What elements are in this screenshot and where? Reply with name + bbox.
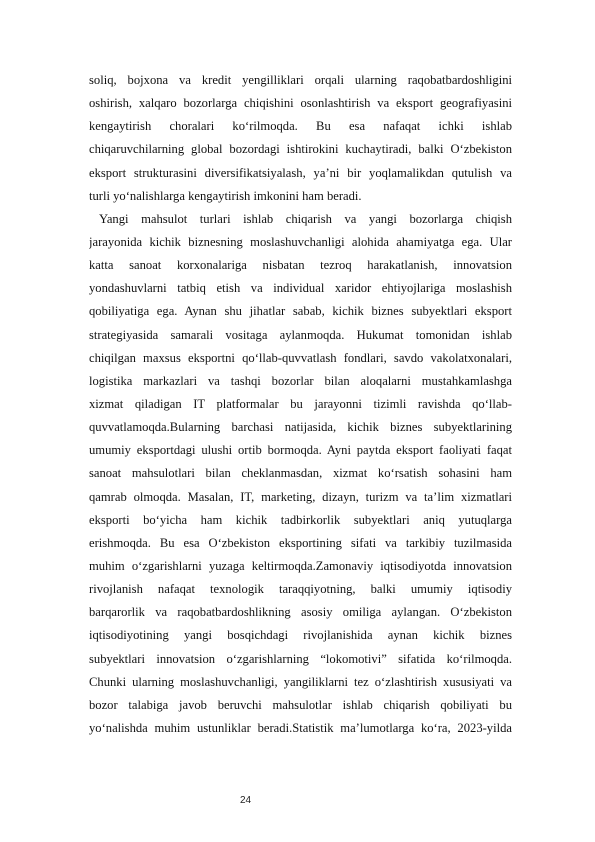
- text-line: eksporti bo‘yicha ham kichik tadbirkorlik subyektlari aniq yutuqlarga: [89, 512, 512, 527]
- text-line: qamrab olmoqda. Masalan, IT, marketing, dizayn, turizm va ta’lim xizmatlari: [89, 489, 512, 504]
- paragraph-start-line: Yangi mahsulot turlari ishlab chiqarish va yangi bozorlarga chiqish: [99, 211, 512, 226]
- text-line: muhim o‘zgarishlarni yuzaga keltirmoqda.Zamonaviy iqtisodiyotda innovatsion: [89, 558, 512, 573]
- text-line: kengaytirish choralari ko‘rilmoqda. Bu esa nafaqat ichki ishlab: [89, 119, 512, 134]
- text-line: quvvatlamoqda.Bularning barchasi natijasida, kichik biznes subyektlarining: [89, 420, 512, 435]
- text-line: qobiliyatiga ega. Aynan shu jihatlar sabab, kichik biznes subyektlari eksport: [89, 304, 512, 319]
- text-line: strategiyasida samarali vositaga aylanmoqda. Hukumat tomonidan ishlab: [89, 327, 512, 342]
- text-line: oshirish, xalqaro bozorlarga chiqishini osonlashtirish va eksport geografiyasini: [89, 96, 512, 111]
- text-line: barqarorlik va raqobatbardoshlikning asosiy omiliga aylangan. O‘zbekiston: [89, 605, 512, 620]
- text-line: katta sanoat korxonalariga nisbatan tezroq harakatlanish, innovatsion: [89, 258, 512, 273]
- body-text: [89, 69, 512, 740]
- text-line: eksport strukturasini diversifikatsiyalash, ya’ni bir yoqlamalikdan qutulish va: [89, 165, 512, 180]
- text-line: sanoat mahsulotlari bilan cheklanmasdan, xizmat ko‘rsatish sohasini ham: [89, 466, 512, 481]
- text-line: yondashuvlarni tatbiq etish va individual xaridor ehtiyojlariga moslashish: [89, 281, 512, 296]
- text-line: xizmat qiladigan IT platformalar bu jarayonni tizimli ravishda qo‘llab-: [89, 396, 512, 411]
- text-line: logistika markazlari va tashqi bozorlar bilan aloqalarni mustahkamlashga: [89, 373, 512, 388]
- text-line: yo‘nalishda muhim ustunliklar beradi.Statistik ma’lumotlarga ko‘ra, 2023-yilda: [89, 720, 512, 735]
- text-line: umumiy eksportdagi ulushi ortib bormoqda. Ayni paytda eksport faoliyati faqat: [89, 443, 512, 458]
- text-line: subyektlari innovatsion o‘zgarishlarning “lokomotivi” sifatida ko‘rilmoqda.: [89, 651, 512, 666]
- text-line: jarayonida kichik biznesning moslashuvchanligi alohida ahamiyatga ega. Ular: [89, 234, 512, 249]
- text-line: rivojlanish nafaqat texnologik taraqqiyotning, balki umumiy iqtisodiy: [89, 582, 512, 597]
- page-number: 24: [240, 795, 252, 806]
- paragraph-end-line: turli yo‘nalishlarga kengaytirish imkonini ham beradi.: [89, 188, 362, 203]
- text-line: soliq, bojxona va kredit yengilliklari orqali ularning raqobatbardoshligini: [89, 73, 512, 87]
- text-line: chiqilgan maxsus eksportni qo‘llab-quvvatlash fondlari, savdo vakolatxonalari,: [89, 350, 512, 365]
- text-line: chiqaruvchilarning global bozordagi ishtirokini kuchaytiradi, balki O‘zbekiston: [89, 142, 512, 157]
- text-line: erishmoqda. Bu esa O‘zbekiston eksportining sifati va tarkibiy tuzilmasida: [89, 535, 512, 550]
- text-line: bozor talabiga javob beruvchi mahsulotlar ishlab chiqarish qobiliyati bu: [89, 697, 512, 712]
- text-line: Chunki ularning moslashuvchanligi, yangiliklarni tez o‘zlashtirish xususiyati va: [89, 674, 512, 689]
- text-line: iqtisodiyotining yangi bosqichdagi rivojlanishida aynan kichik biznes: [89, 628, 512, 643]
